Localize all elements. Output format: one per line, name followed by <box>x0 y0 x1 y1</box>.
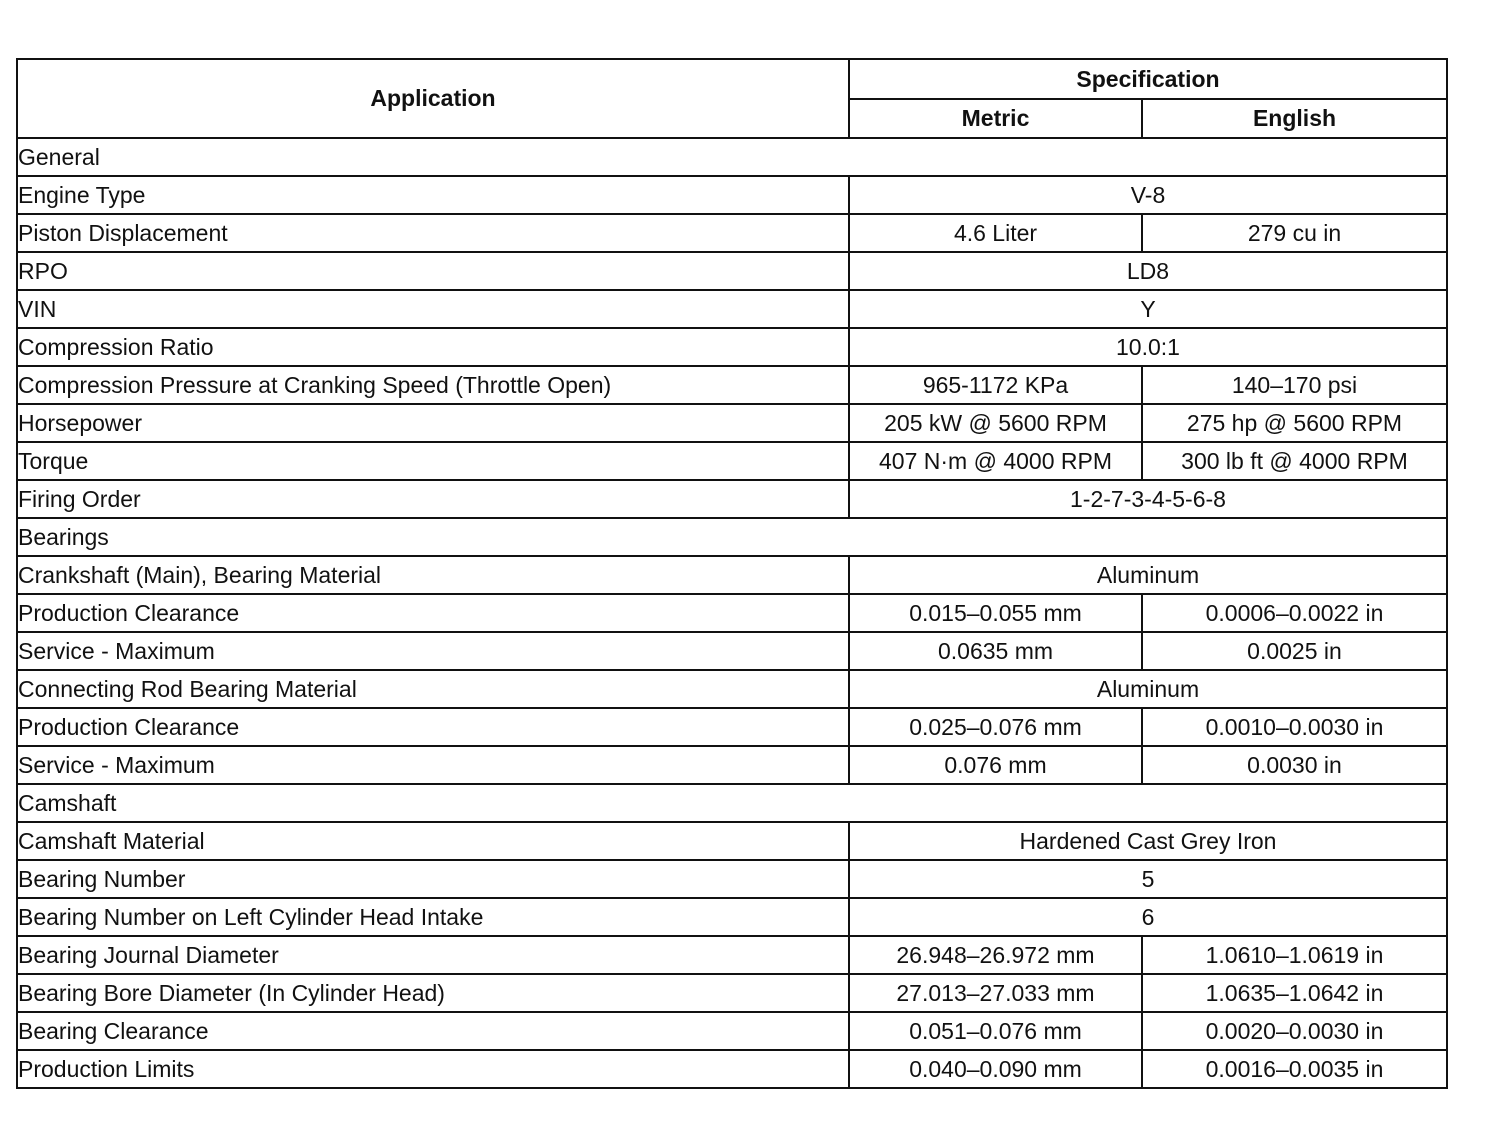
table-row <box>17 594 1447 632</box>
row-label: Crankshaft (Main), Bearing Material <box>17 556 849 594</box>
metric-value: 27.013–27.033 mm <box>849 974 1142 1012</box>
row-label: Horsepower <box>17 404 849 442</box>
shared-value: Aluminum <box>849 556 1447 594</box>
shared-value: 6 <box>849 898 1447 936</box>
english-value: 279 cu in <box>1142 214 1447 252</box>
row-label: Engine Type <box>17 176 849 214</box>
row-label: Bearing Number on Left Cylinder Head Intake <box>17 898 849 936</box>
table-row <box>17 632 1447 670</box>
english-value: 0.0020–0.0030 in <box>1142 1012 1447 1050</box>
table-row <box>17 746 1447 784</box>
table-header <box>17 59 1447 138</box>
table-row <box>17 176 1447 214</box>
metric-value: 26.948–26.972 mm <box>849 936 1142 974</box>
table-row <box>17 860 1447 898</box>
english-value: 1.0610–1.0619 in <box>1142 936 1447 974</box>
table-row <box>17 480 1447 518</box>
shared-value: Aluminum <box>849 670 1447 708</box>
metric-header: Metric <box>849 99 1142 138</box>
row-label: Compression Pressure at Cranking Speed (Throttle Open) <box>17 366 849 404</box>
row-label: Bearing Clearance <box>17 1012 849 1050</box>
section-title: Bearings <box>17 518 1447 556</box>
row-label: RPO <box>17 252 849 290</box>
row-label: Production Clearance <box>17 594 849 632</box>
table-row <box>17 670 1447 708</box>
english-value: 140–170 psi <box>1142 366 1447 404</box>
shared-value: Hardened Cast Grey Iron <box>849 822 1447 860</box>
section-row <box>17 518 1447 556</box>
shared-value: 10.0:1 <box>849 328 1447 366</box>
row-label: Camshaft Material <box>17 822 849 860</box>
metric-value: 0.025–0.076 mm <box>849 708 1142 746</box>
table-row <box>17 214 1447 252</box>
row-label: Firing Order <box>17 480 849 518</box>
metric-value: 0.0635 mm <box>849 632 1142 670</box>
application-header: Application <box>17 59 849 138</box>
metric-value: 0.015–0.055 mm <box>849 594 1142 632</box>
english-value: 0.0006–0.0022 in <box>1142 594 1447 632</box>
row-label: Production Clearance <box>17 708 849 746</box>
english-value: 0.0010–0.0030 in <box>1142 708 1447 746</box>
row-label: Production Limits <box>17 1050 849 1088</box>
metric-value: 965-1172 KPa <box>849 366 1142 404</box>
metric-value: 205 kW @ 5600 RPM <box>849 404 1142 442</box>
table-row <box>17 328 1447 366</box>
row-label: Bearing Journal Diameter <box>17 936 849 974</box>
shared-value: V-8 <box>849 176 1447 214</box>
row-label: Service - Maximum <box>17 632 849 670</box>
table-row <box>17 252 1447 290</box>
section-title: Camshaft <box>17 784 1447 822</box>
english-value: 300 lb ft @ 4000 RPM <box>1142 442 1447 480</box>
row-label: Connecting Rod Bearing Material <box>17 670 849 708</box>
row-label: Bearing Bore Diameter (In Cylinder Head) <box>17 974 849 1012</box>
engine-specifications-table <box>16 58 1448 1089</box>
metric-value: 0.076 mm <box>849 746 1142 784</box>
metric-value: 4.6 Liter <box>849 214 1142 252</box>
english-value: 1.0635–1.0642 in <box>1142 974 1447 1012</box>
metric-value: 407 N·m @ 4000 RPM <box>849 442 1142 480</box>
table-row <box>17 404 1447 442</box>
english-value: 0.0030 in <box>1142 746 1447 784</box>
english-value: 275 hp @ 5600 RPM <box>1142 404 1447 442</box>
metric-value: 0.040–0.090 mm <box>849 1050 1142 1088</box>
row-label: Bearing Number <box>17 860 849 898</box>
shared-value: LD8 <box>849 252 1447 290</box>
english-value: 0.0025 in <box>1142 632 1447 670</box>
table-row <box>17 556 1447 594</box>
english-header: English <box>1142 99 1447 138</box>
table-row <box>17 442 1447 480</box>
table-row <box>17 1012 1447 1050</box>
section-row <box>17 138 1447 176</box>
table-row <box>17 936 1447 974</box>
table-row <box>17 1050 1447 1088</box>
row-label: Torque <box>17 442 849 480</box>
table-row <box>17 290 1447 328</box>
table-row <box>17 708 1447 746</box>
shared-value: Y <box>849 290 1447 328</box>
metric-value: 0.051–0.076 mm <box>849 1012 1142 1050</box>
table-row <box>17 898 1447 936</box>
section-row <box>17 784 1447 822</box>
table-row <box>17 366 1447 404</box>
specification-header: Specification <box>849 59 1447 99</box>
section-title: General <box>17 138 1447 176</box>
row-label: Piston Displacement <box>17 214 849 252</box>
table-row <box>17 822 1447 860</box>
row-label: VIN <box>17 290 849 328</box>
shared-value: 1-2-7-3-4-5-6-8 <box>849 480 1447 518</box>
table-row <box>17 974 1447 1012</box>
shared-value: 5 <box>849 860 1447 898</box>
table-body <box>17 138 1447 1088</box>
row-label: Service - Maximum <box>17 746 849 784</box>
row-label: Compression Ratio <box>17 328 849 366</box>
english-value: 0.0016–0.0035 in <box>1142 1050 1447 1088</box>
